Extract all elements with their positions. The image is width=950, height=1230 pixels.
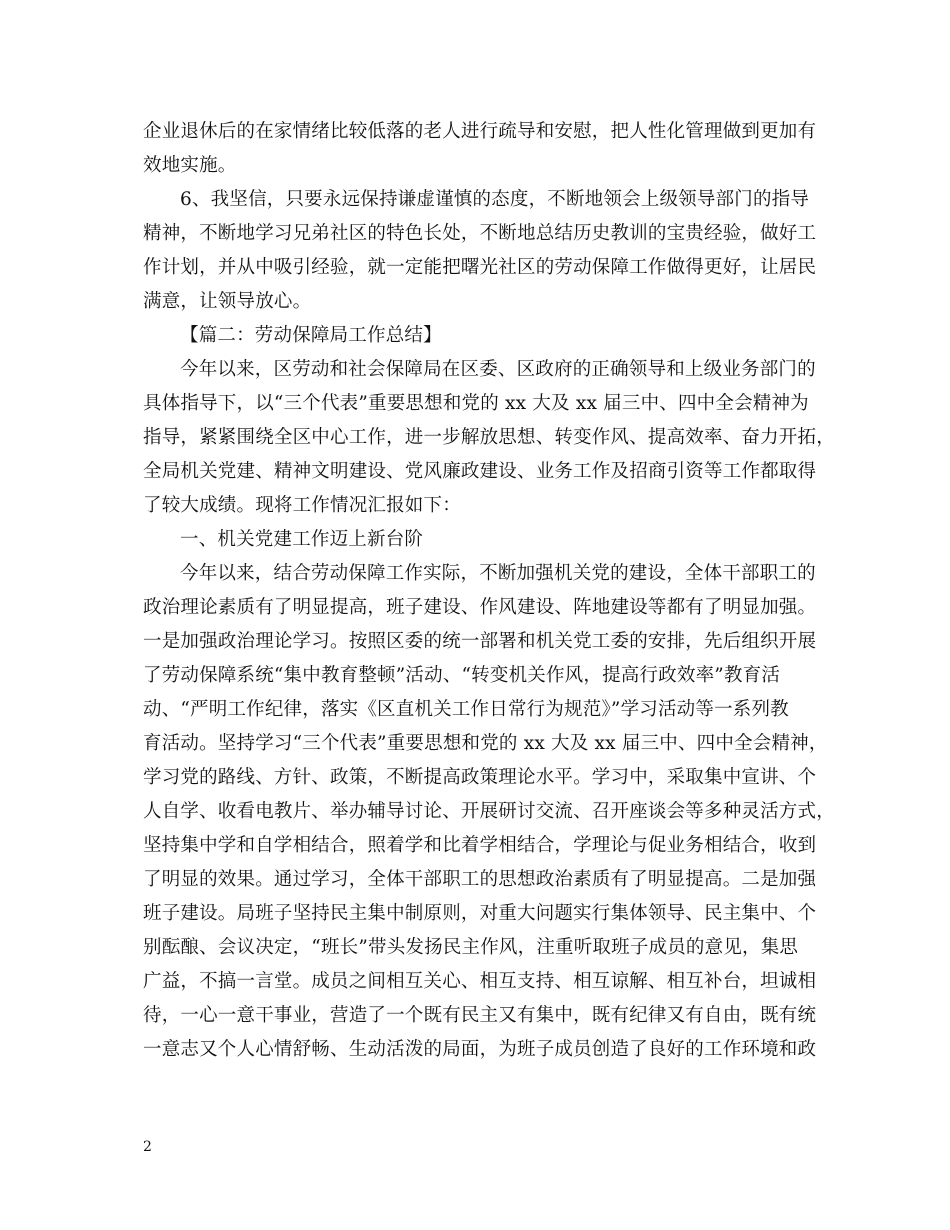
text-line: 今年以来，区劳动和社会保障局在区委、区政府的正确领导和上级业务部门的 [180, 359, 816, 380]
text-line: 坚持集中学和自学相结合，照着学和比着学相结合，学理论与促业务相结合，收到 [143, 835, 817, 856]
text-line: 政治理论素质有了明显提高，班子建设、作风建设、阵地建设等都有了明显加强。 [143, 597, 817, 618]
text-line: 指导，紧紧围绕全区中心工作，进一步解放思想、转变作风、提高效率、奋力开拓， [143, 427, 835, 448]
text-line: 了明显的效果。通过学习，全体干部职工的思想政治素质有了明显提高。二是加强 [143, 869, 817, 890]
text-line: 满意，让领导放心。 [143, 291, 312, 312]
text-line: 6、我坚信，只要永远保持谦虚谨慎的态度，不断地领会上级领导部门的指导 [180, 189, 810, 210]
document-body [143, 115, 835, 1067]
text-line: 育活动。坚持学习“三个代表”重要思想和党的 xx 大及 xx 届三中、四中全会精神， [143, 733, 828, 754]
text-line: 效地实施。 [143, 155, 237, 176]
text-line: 人自学、收看电教片、举办辅导讨论、开展研讨交流、召开座谈会等多种灵活方式， [143, 801, 835, 822]
text-line: 具体指导下，以“三个代表”重要思想和党的 xx 大及 xx 届三中、四中全会精神为 [143, 393, 809, 414]
text-line: 了较大成绩。现将工作情况汇报如下： [143, 495, 461, 516]
text-line: 今年以来，结合劳动保障工作实际，不断加强机关党的建设，全体干部职工的 [180, 563, 816, 584]
text-line: 作计划，并从中吸引经验，就一定能把曙光社区的劳动保障工作做得更好，让居民 [143, 257, 817, 278]
text-line: 班子建设。局班子坚持民主集中制原则，对重大问题实行集体领导、民主集中、个 [143, 903, 817, 924]
text-line: 一意志又个人心情舒畅、生动活泼的局面，为班子成员创造了良好的工作环境和政 [143, 1039, 817, 1060]
text-line: 全局机关党建、精神文明建设、党风廉政建设、业务工作及招商引资等工作都取得 [143, 461, 817, 482]
text-line: 企业退休后的在家情绪比较低落的老人进行疏导和安慰，把人性化管理做到更加有 [143, 121, 817, 142]
text-line: 精神，不断地学习兄弟社区的特色长处，不断地总结历史教训的宝贵经验，做好工 [143, 223, 817, 244]
text-line: 待，一心一意干事业，营造了一个既有民主又有集中，既有纪律又有自由，既有统 [143, 1005, 817, 1026]
text-line: 广益，不搞一言堂。成员之间相互关心、相互支持、相互谅解、相互补台，坦诚相 [143, 971, 817, 992]
text-line: 一、机关党建工作迈上新台阶 [180, 529, 424, 550]
text-line: 了劳动保障系统“集中教育整顿”活动、“转变机关作风，提高行政效率”教育活 [143, 665, 781, 686]
text-line: 【篇二：劳动保障局工作总结】 [180, 325, 442, 346]
text-line: 学习党的路线、方针、政策，不断提高政策理论水平。学习中，采取集中宣讲、个 [143, 767, 817, 788]
text-line: 别酝酿、会议决定，“班长”带头发扬民主作风，注重听取班子成员的意见，集思 [143, 937, 799, 958]
text-line: 一是加强政治理论学习。按照区委的统一部署和机关党工委的安排，先后组织开展 [143, 631, 817, 652]
page-number: 2 [143, 1139, 152, 1155]
text-line: 动、“严明工作纪律，落实《区直机关工作日常行为规范》”学习活动等一系列教 [143, 699, 789, 720]
